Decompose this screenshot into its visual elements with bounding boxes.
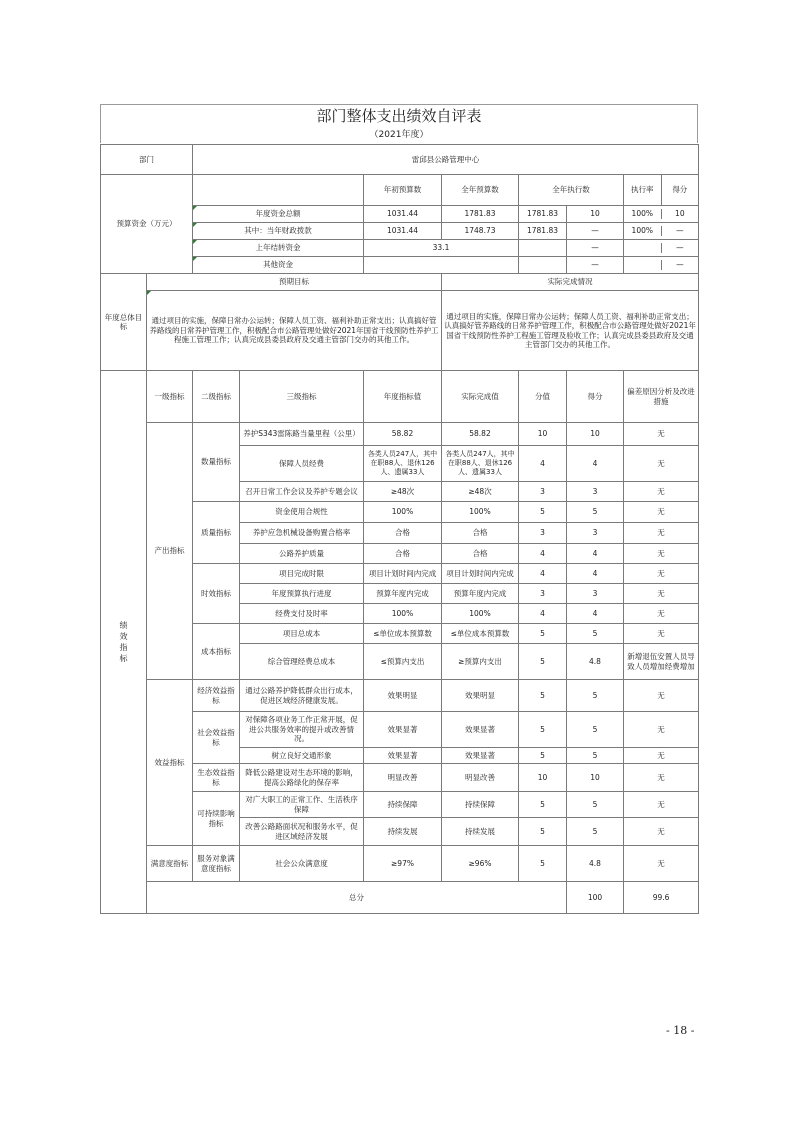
reason: 无: [624, 482, 699, 502]
perf-header: 偏差原因分析及改进措施: [624, 371, 699, 423]
group-cost: 成本指标: [193, 624, 240, 680]
dept-row: [101, 145, 699, 175]
target-value: 58.82: [364, 423, 442, 446]
target-value: 效果明显: [364, 680, 442, 712]
target-value: 效果显著: [364, 712, 442, 748]
budget-row-name: 其中：当年财政拨款: [193, 223, 364, 240]
budget-score: —: [567, 257, 624, 274]
target-value: 100%: [364, 502, 442, 523]
budget-rate: [624, 260, 661, 269]
score: 5: [519, 846, 567, 882]
budget-row-name: 年度资金总额: [193, 206, 364, 223]
perf-header: 得分: [567, 371, 624, 423]
score: 10: [519, 423, 567, 446]
budget-rate: 100%: [631, 226, 653, 236]
got: 5: [567, 624, 624, 644]
score: 5: [519, 624, 567, 644]
perf-header: 三级指标: [240, 371, 364, 423]
indicator-name: 保障人员经费: [240, 446, 364, 482]
got: 5: [567, 748, 624, 764]
budget-header-blank: [193, 175, 364, 206]
actual-value: 效果显著: [442, 712, 519, 748]
perf-header: 一级指标: [147, 371, 193, 423]
budget-rate: [624, 243, 661, 252]
actual-value: ≥96%: [442, 846, 519, 882]
target-value: 明显改善: [364, 764, 442, 792]
output-label: 产出指标: [147, 423, 193, 680]
group-quantity: 数量指标: [193, 423, 240, 502]
indicator-name: 改善公路路面状况和服务水平，促进区域经济发展: [240, 818, 364, 846]
reason: 无: [624, 818, 699, 846]
reason: 无: [624, 523, 699, 544]
actual-value: 各类人员247人，其中在职88人、退休126人、遗属33人: [442, 446, 519, 482]
reason: 无: [624, 502, 699, 523]
reason: 无: [624, 584, 699, 604]
budget-got: —: [661, 226, 699, 235]
budget-rate-got: [624, 240, 699, 257]
total-row: [101, 882, 699, 914]
indicator-name: 项目完成时限: [240, 564, 364, 584]
target-value: ≤单位成本预算数: [364, 624, 442, 644]
got: 5: [567, 792, 624, 818]
goals-expected-header: 预期目标: [147, 274, 442, 291]
budget-header-combined: [624, 175, 699, 206]
perf-header: 实际完成值: [442, 371, 519, 423]
score: 4: [519, 564, 567, 584]
score: 4: [519, 446, 567, 482]
budget-rate: 100%: [631, 209, 653, 219]
group-economic: 经济效益指标: [193, 680, 240, 712]
score: 10: [519, 764, 567, 792]
reason: 无: [624, 748, 699, 764]
group-service: 服务对象满意度指标: [193, 846, 240, 882]
indicator-name: 召开日常工作会议及养护专题会议: [240, 482, 364, 502]
reason: 新增退伍安置人员导致人员增加经费增加: [624, 644, 699, 680]
got: 4: [567, 564, 624, 584]
perf-row: [101, 846, 699, 882]
indicator-name: 社会公众满意度: [240, 846, 364, 882]
got: 5: [567, 818, 624, 846]
reason: 无: [624, 764, 699, 792]
actual-value: 效果明显: [442, 680, 519, 712]
actual-value: 合格: [442, 523, 519, 544]
got: 5: [567, 502, 624, 523]
score: 5: [519, 680, 567, 712]
indicator-name: 项目总成本: [240, 624, 364, 644]
budget-header-row: [101, 175, 699, 206]
actual-value: ≤单位成本预算数: [442, 624, 519, 644]
target-value: 预算年度内完成: [364, 584, 442, 604]
score: 3: [519, 523, 567, 544]
budget-score: —: [567, 223, 624, 240]
budget-rate-got: [624, 223, 699, 240]
actual-value: ≥48次: [442, 482, 519, 502]
indicator-name: 通过公路养护降低群众出行成本，促进区域经济健康发展。: [240, 680, 364, 712]
budget-header: 全年预算数: [442, 175, 519, 206]
actual-value: 持续发展: [442, 818, 519, 846]
got: 3: [567, 482, 624, 502]
got: 10: [567, 423, 624, 446]
score: 5: [519, 792, 567, 818]
group-social: 社会效益指标: [193, 712, 240, 764]
actual-value: ≥预算内支出: [442, 644, 519, 680]
score: 3: [519, 482, 567, 502]
budget-initial: 1031.44: [364, 206, 442, 223]
target-value: 效果显著: [364, 748, 442, 764]
actual-value: 明显改善: [442, 764, 519, 792]
budget-header: 得分: [661, 175, 699, 205]
target-value: 项目计划时间内完成: [364, 564, 442, 584]
reason: 无: [624, 712, 699, 748]
actual-value: 预算年度内完成: [442, 584, 519, 604]
group-time: 时效指标: [193, 564, 240, 624]
indicator-name: 资金使用合规性: [240, 502, 364, 523]
got: 10: [567, 764, 624, 792]
budget-score: 10: [567, 206, 624, 223]
dept-label: 部门: [101, 145, 193, 175]
score: 3: [519, 584, 567, 604]
indicator-name: 经费支付及时率: [240, 604, 364, 624]
reason: 无: [624, 604, 699, 624]
indicator-name: 年度预算执行进度: [240, 584, 364, 604]
score: 4: [519, 544, 567, 564]
indicator-name: 降低公路建设对生态环境的影响，提高公路绿化的保存率: [240, 764, 364, 792]
got: 4: [567, 446, 624, 482]
budget-row-name: 上年结转资金: [193, 240, 364, 257]
benefit-label: 效益指标: [147, 680, 193, 846]
budget-header: 执行率: [631, 185, 654, 195]
budget-got: —: [661, 243, 699, 252]
budget-initial: 1031.44: [364, 223, 442, 240]
group-sustain: 可持续影响指标: [193, 792, 240, 846]
goals-actual-header: 实际完成情况: [442, 274, 699, 291]
target-value: ≥48次: [364, 482, 442, 502]
perf-header: 二级指标: [193, 371, 240, 423]
reason: 无: [624, 624, 699, 644]
actual-value: 持续保障: [442, 792, 519, 818]
report-year: （2021年度）: [100, 127, 698, 143]
actual-value: 效果显著: [442, 748, 519, 764]
indicator-name: 综合管理经费总成本: [240, 644, 364, 680]
got: 3: [567, 523, 624, 544]
budget-exec: 1781.83: [519, 223, 567, 240]
budget-full: [364, 257, 519, 274]
indicator-name: 养护S343雷陈路当量里程（公里）: [240, 423, 364, 446]
got: 5: [567, 712, 624, 748]
target-value: ≤预算内支出: [364, 644, 442, 680]
dept-name: 雷邱县公路管理中心: [193, 145, 699, 175]
perf-header: 年度指标值: [364, 371, 442, 423]
reason: 无: [624, 544, 699, 564]
score: 5: [519, 502, 567, 523]
actual-value: 100%: [442, 502, 519, 523]
reason: 无: [624, 792, 699, 818]
got: 3: [567, 584, 624, 604]
satisfaction-label: 满意度指标: [147, 846, 193, 882]
group-quality: 质量指标: [193, 502, 240, 564]
score: 5: [519, 644, 567, 680]
total-score: 100: [567, 882, 624, 914]
actual-value: 58.82: [442, 423, 519, 446]
indicator-name: 公路养护质量: [240, 544, 364, 564]
budget-exec: 1781.83: [519, 206, 567, 223]
budget-got: —: [661, 260, 699, 269]
score: 5: [519, 748, 567, 764]
reason: 无: [624, 446, 699, 482]
budget-rate-got: [624, 257, 699, 274]
budget-label: 预算资金（万元）: [101, 175, 193, 274]
page-number: - 18 -: [666, 1024, 695, 1037]
actual-value: 合格: [442, 544, 519, 564]
budget-exec: [519, 240, 567, 257]
target-value: 100%: [364, 604, 442, 624]
reason: 无: [624, 564, 699, 584]
perf-header-row: [101, 371, 699, 423]
score: 4: [519, 604, 567, 624]
reason: 无: [624, 680, 699, 712]
budget-exec: [519, 257, 567, 274]
indicator-name: 对保障各项业务工作正常开展，促进公共服务效率的提升或改善情况。: [240, 712, 364, 748]
got: 5: [567, 680, 624, 712]
goals-header-row: [101, 274, 699, 291]
budget-score: —: [567, 240, 624, 257]
actual-value: 100%: [442, 604, 519, 624]
self-evaluation-table: [100, 144, 699, 914]
total-got: 99.6: [624, 882, 699, 914]
perf-row: [101, 423, 699, 446]
target-value: 合格: [364, 523, 442, 544]
goals-content-row: [101, 291, 699, 371]
indicator-name: 对广大职工的正常工作、生活秩序保障: [240, 792, 364, 818]
target-value: 合格: [364, 544, 442, 564]
budget-full: 1781.83: [442, 206, 519, 223]
got: 4: [567, 544, 624, 564]
perf-label: [101, 371, 147, 914]
perf-header: 分值: [519, 371, 567, 423]
budget-header: 全年执行数: [519, 175, 624, 206]
budget-row-name: 其他资金: [193, 257, 364, 274]
page-title: 部门整体支出绩效自评表: [100, 104, 698, 127]
budget-full: 33.1: [364, 240, 519, 257]
target-value: ≥97%: [364, 846, 442, 882]
actual-value: 项目计划时间内完成: [442, 564, 519, 584]
indicator-name: 树立良好交通形象: [240, 748, 364, 764]
budget-full: 1748.73: [442, 223, 519, 240]
got: 4.8: [567, 644, 624, 680]
perf-label-text: 绩效指标: [119, 620, 128, 664]
indicator-name: 养护应急机械设备购置合格率: [240, 523, 364, 544]
goals-actual-text: 通过项目的实施，保障日常办公运转；保障人员工资、福利补助正常支出；认真搞好管养路线的日常养护管理工作，积极配合市公路管理处做好2021年国省干线预防性养护工程施工管理及验收工作；认真完成县委县政府及交通主管部门交办的其他工作。: [442, 291, 699, 371]
goals-expected-text: 通过项目的实施，保障日常办公运转；保障人员工资、福利补助正常支出；认真搞好管养路线的日常养护管理工作，积极配合市公路管理处做好2021年国省干线预防性养护工程施工管理工作；认真完成县委县政府及交通主管部门交办的其他工作。: [147, 291, 442, 371]
group-eco: 生态效益指标: [193, 764, 240, 792]
total-label: 总分: [147, 882, 567, 914]
reason: 无: [624, 423, 699, 446]
got: 4: [567, 604, 624, 624]
budget-rate-got: [624, 206, 699, 223]
target-value: 各类人员247人，其中在职88人、退休126人、遗属33人: [364, 446, 442, 482]
perf-row: [101, 680, 699, 712]
target-value: 持续保障: [364, 792, 442, 818]
reason: 无: [624, 846, 699, 882]
target-value: 持续发展: [364, 818, 442, 846]
score: 5: [519, 818, 567, 846]
budget-got: 10: [661, 209, 699, 218]
score: 5: [519, 712, 567, 748]
budget-header: 年初预算数: [364, 175, 442, 206]
got: 4.8: [567, 846, 624, 882]
goals-label: 年度总体目标: [101, 274, 147, 371]
